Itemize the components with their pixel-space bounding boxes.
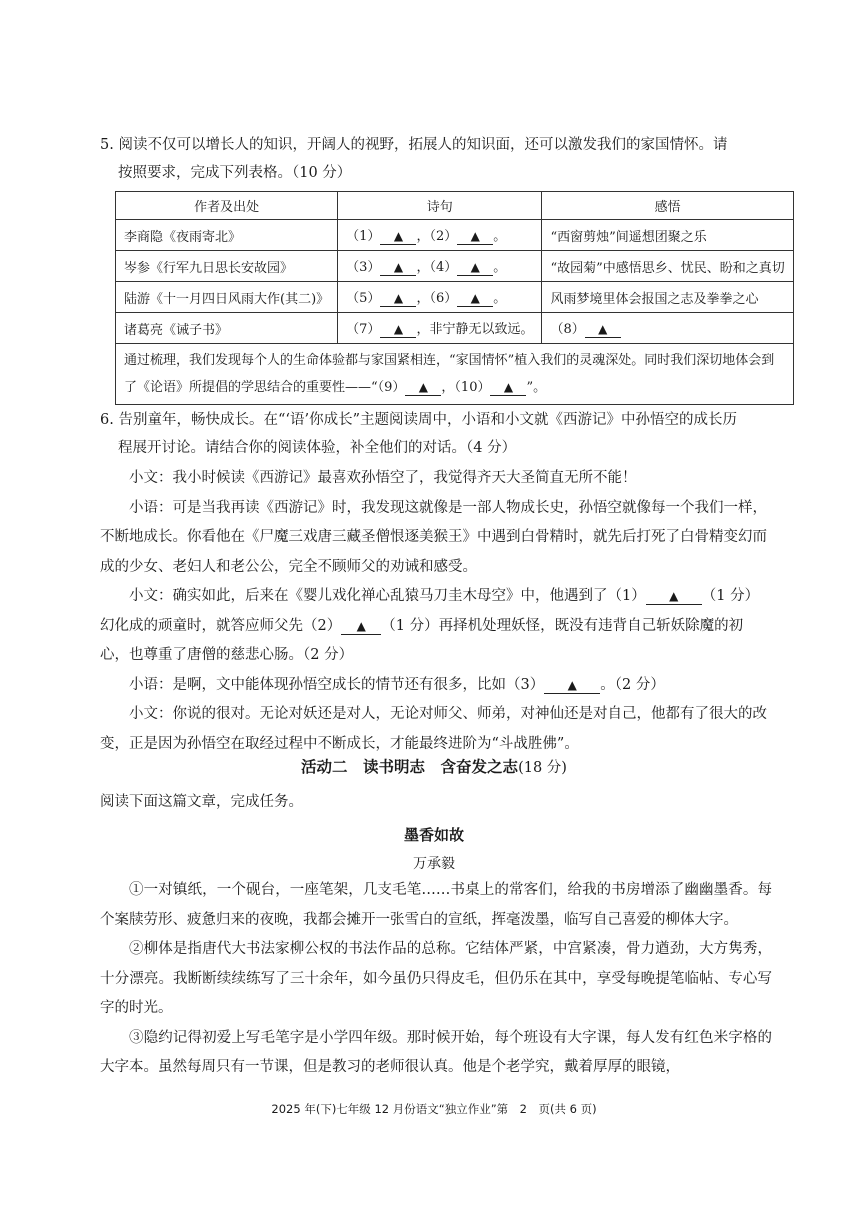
- insight-cell: （8） ▲: [542, 313, 793, 344]
- question-5-line2: 按照要求，完成下列表格。（10 分）: [118, 165, 352, 181]
- dialogue-line: 小语：可是当我再读《西游记》时，我发现这就像是一部人物成长史，孙悟空就像每一个我们一样，不断地成长。你看他在《尸魔三戏唐三藏圣僧恨逐美猴王》中遇到白骨精时，就先后打死了白骨精变幻而成的少女、老妇人和老公公，完全不顾师父的劝诫和感受。: [100, 499, 767, 575]
- source-cell: 岑参《行军九日思长安故园》: [116, 251, 338, 282]
- header-verse: 诗句: [338, 192, 542, 220]
- article-paragraph: ①一对镇纸，一个砚台，一座笔架，几支毛笔……书桌上的常客们，给我的书房增添了幽幽墨香。每个案牍劳形、疲惫归来的夜晚，我都会摊开一张雪白的宣纸，挥毫泼墨，临写自己喜爱的柳体大字。: [100, 882, 772, 928]
- question-5: [100, 131, 772, 187]
- source-cell: 陆游《十一月四日风雨大作(其二)》: [116, 282, 338, 313]
- table-row: [116, 220, 794, 251]
- verse-cell: （3） ▲ ，（4） ▲ 。: [338, 251, 542, 282]
- article-paragraph: ③隐约记得初爱上写毛笔字是小学四年级。那时候开始，每个班设有大字课，每人发有红色米字格的大字本。虽然每周只有一节课，但是教习的老师很认真。他是个老学究，戴着厚厚的眼镜，: [100, 1029, 772, 1075]
- dialogue-line: 小文：确实如此，后来在《婴儿戏化禅心乱猿马刀圭木母空》中，他遇到了（1） ▲ （1 分）幻化成的顽童时，就答应师父先（2） ▲ （1 分）再择机处理妖怪，既没有违背自己斩妖除魔的初心，也尊重了唐僧的慈悲心肠。（2 分）: [100, 588, 760, 663]
- answer-blank[interactable]: ▲: [405, 380, 441, 396]
- poem-table: [115, 191, 794, 405]
- insight-cell: 风雨梦境里体会报国之志及拳拳之心: [542, 282, 793, 313]
- answer-blank[interactable]: ▲: [380, 322, 416, 338]
- answer-blank[interactable]: ▲: [380, 260, 416, 276]
- answer-blank[interactable]: ▲: [341, 619, 381, 635]
- table-row: [116, 251, 794, 282]
- answer-blank[interactable]: ▲: [544, 678, 600, 694]
- article-author: 万承毅: [413, 856, 455, 872]
- question-6: [100, 406, 772, 462]
- verse-cell: （5） ▲ ，（6） ▲ 。: [338, 282, 542, 313]
- article-title: 墨香如故: [403, 826, 464, 844]
- answer-blank[interactable]: ▲: [380, 229, 416, 245]
- answer-blank[interactable]: ▲: [585, 322, 621, 338]
- table-row: [116, 282, 794, 313]
- header-insight: 感悟: [542, 192, 793, 220]
- verse-cell: （7） ▲ ，非宁静无以致远。: [338, 313, 542, 344]
- answer-blank[interactable]: ▲: [380, 291, 416, 307]
- dialogue-line: 小文：你说的很对。无论对妖还是对人，无论对师父、师弟，对神仙还是对自己，他都有了很大的改变，正是因为孙悟空在取经过程中不断成长，才能最终进阶为“斗战胜佛”。: [100, 706, 767, 752]
- insight-cell: “西窗剪烛”间遥想团聚之乐: [542, 220, 793, 251]
- summary-row: [116, 344, 794, 405]
- page-footer: 2025 年(下)七年级 12 月份语文“独立作业”第 2 页(共 6 页): [271, 1102, 597, 1116]
- verse-cell: （1） ▲ ，（2） ▲ 。: [338, 220, 542, 251]
- dialogue-line: 小文：我小时候读《西游记》最喜欢孙悟空了，我觉得齐天大圣简直无所不能！: [129, 470, 637, 486]
- dialogue: [100, 464, 772, 759]
- answer-blank[interactable]: ▲: [457, 260, 493, 276]
- source-cell: 诸葛亮《诫子书》: [116, 313, 338, 344]
- answer-blank[interactable]: ▲: [490, 380, 526, 396]
- article-body: [100, 876, 772, 1083]
- answer-blank[interactable]: ▲: [457, 291, 493, 307]
- source-cell: 李商隐《夜雨寄北》: [116, 220, 338, 251]
- question-5-line1: 5. 阅读不仅可以增长人的知识，开阔人的视野，拓展人的知识面，还可以激发我们的家国情怀。请: [100, 137, 728, 153]
- answer-blank[interactable]: ▲: [457, 229, 493, 245]
- summary-cell: 通过梳理，我们发现每个人的生命体验都与家国紧相连，“家国情怀”植入我们的灵魂深处。同时我们深切地体会到了《论语》所提倡的学思结合的重要性——“（9） ▲ ，（10） ▲ ”。: [116, 344, 794, 405]
- dialogue-line: 小语：是啊，文中能体现孙悟空成长的情节还有很多，比如（3） ▲ 。（2 分）: [129, 676, 665, 693]
- table-header-row: [116, 192, 794, 220]
- instruction: 阅读下面这篇文章，完成任务。: [100, 794, 303, 810]
- question-6-line1: 6. 告别童年，畅快成长。在“‘语’你成长”主题阅读周中，小语和小文就《西游记》中孙悟空的成长历: [100, 412, 737, 428]
- table-row: [116, 313, 794, 344]
- question-6-line2: 程展开讨论。请结合你的阅读体验，补全他们的对话。（4 分）: [118, 440, 517, 456]
- activity-heading: 活动二 读书明志 含奋发之志(18 分): [301, 758, 567, 776]
- insight-cell: “故园菊”中感悟思乡、忧民、盼和之真切: [542, 251, 793, 282]
- article-paragraph: ②柳体是指唐代大书法家柳公权的书法作品的总称。它结体严紧，中宫紧凑，骨力遒劲，大方隽秀，十分漂亮。我断断续续练写了三十余年，如今虽仍只得皮毛，但仍乐在其中，享受每晚提笔临帖、专心写字的时光。: [100, 941, 772, 1016]
- header-source: 作者及出处: [116, 192, 338, 220]
- answer-blank[interactable]: ▲: [646, 589, 702, 605]
